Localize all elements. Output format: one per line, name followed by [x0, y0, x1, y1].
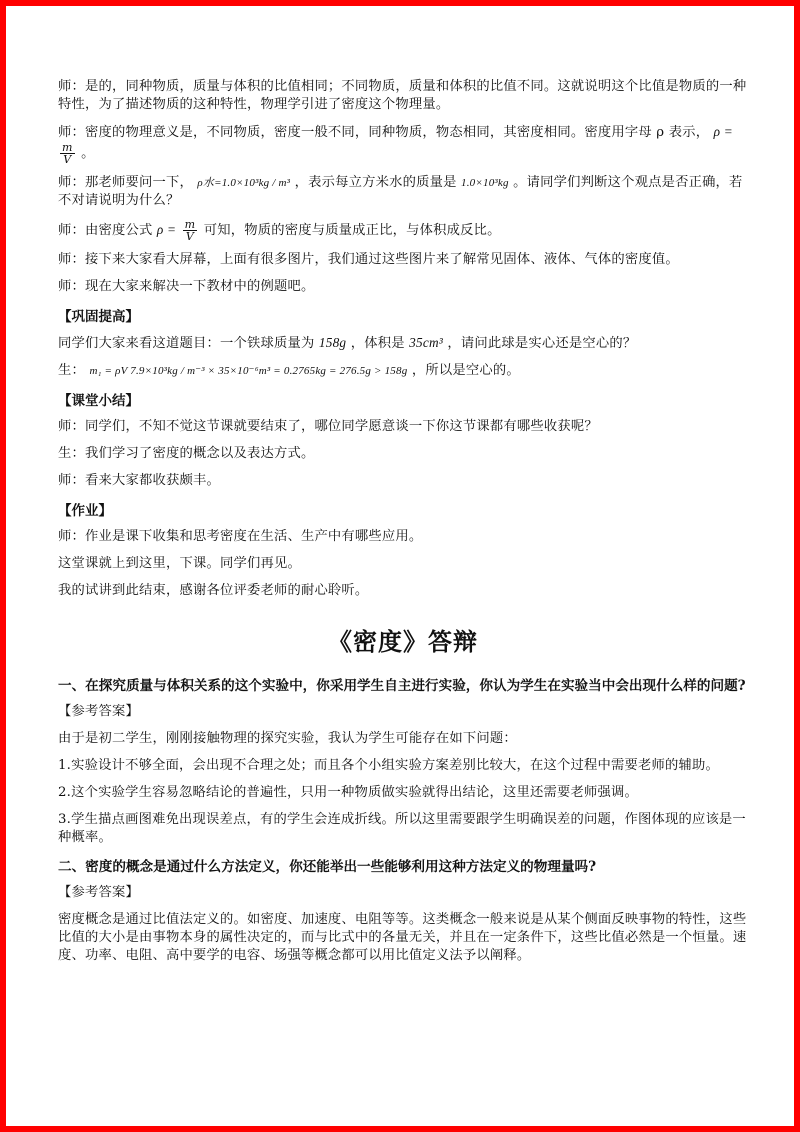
answer-one-point-2: 2.这个实验学生容易忽略结论的普遍性，只用一种物质做实验就得出结论，这里还需要老师强调。 — [58, 785, 638, 800]
misconception-formula-fraction — [183, 219, 198, 242]
paragraph-big-screen: 师：接下来大家看大屏幕，上面有很多图片，我们通过这些图片来了解常见固体、液体、气体的密度值。 — [58, 252, 679, 267]
reference-answer-label-2: 【参考答案】 — [58, 885, 139, 900]
paragraph-homework: 师：作业是课下收集和思考密度在生活、生产中有哪些应用。 — [58, 529, 423, 544]
water-density-formula: ρ水=1.0×10³kg / m³ — [197, 177, 291, 189]
paragraph-teacher-ratio: 师：是的，同种物质，质量与体积的比值相同；不同物质，质量和体积的比值不同。这就说明这个比值是物质的一种特性，为了描述物质的这种特性，物理学引进了密度这个物理量。 — [58, 79, 747, 112]
reference-answer-label-1: 【参考答案】 — [58, 704, 139, 719]
paragraph-class-end: 这堂课就上到这里，下课。同学们再见。 — [58, 556, 301, 571]
paragraph-summary-question: 师：同学们，不知不觉这节课就要结束了，哪位同学愿意谈一下你这节课都有哪些收获呢？ — [58, 419, 598, 434]
problem-question: ，请问此球是实心还是空心的？ — [447, 336, 637, 351]
density-meaning-end: 。 — [81, 146, 95, 161]
student-label: 生： — [58, 363, 85, 378]
answer-one-intro: 由于是初二学生，刚刚接触物理的探究实验，我认为学生可能存在如下问题： — [58, 731, 517, 746]
heading-class-summary: 【课堂小结】 — [58, 393, 139, 409]
fraction-numerator: m — [62, 141, 73, 154]
paragraph-student-solution — [58, 362, 748, 380]
solution-formula: m₁ = ρV 7.9×10³kg / m⁻³ × 35×10⁻⁶m³ = 0.2765kg = 276.5g > 158g — [89, 365, 408, 377]
water-mass-formula: 1.0×10³kg — [461, 177, 509, 189]
answer-one-point-1: 1.实验设计不够全面，会出现不合理之处；而且各个小组实验方案差别比较大，在这个过程中需要老师的辅助。 — [58, 758, 719, 773]
problem-volume-label: ，体积是 — [350, 336, 405, 351]
water-question-intro: 师：那老师要问一下， — [58, 175, 193, 190]
defense-title: 《密度》答辩 — [328, 628, 478, 656]
paragraph-summary-answer: 生：我们学习了密度的概念以及表达方式。 — [58, 446, 315, 461]
question-one: 一、在探究质量与体积关系的这个实验中，你采用学生自主进行实验，你认为学生在实验当中会出现什么样的问题? — [58, 678, 746, 694]
misconception-formula-lhs: ρ = — [156, 222, 177, 237]
misconception-intro: 师：由密度公式 — [58, 223, 153, 238]
fraction-numerator: m — [184, 218, 196, 231]
density-formula-lhs: ρ = — [713, 124, 733, 139]
water-question-middle: ，表示每立方米水的质量是 — [294, 175, 457, 190]
document-body — [58, 78, 748, 974]
water-question-end: 。请同学们判断这个观点是否正确，若不对请说明为什么？ — [58, 175, 743, 208]
misconception-text: 可知，物质的密度与质量成正比，与体积成反比。 — [203, 223, 501, 238]
paragraph-density-meaning — [58, 123, 748, 165]
problem-mass: 158g — [318, 335, 347, 350]
paragraph-textbook-example: 师：现在大家来解决一下教材中的例题吧。 — [58, 279, 315, 294]
problem-volume: 35cm³ — [409, 335, 443, 350]
heading-homework: 【作业】 — [58, 503, 112, 519]
question-two: 二、密度的概念是通过什么方法定义，你还能举出一些能够利用这种方法定义的物理量吗? — [58, 859, 597, 875]
density-formula-fraction — [60, 142, 75, 165]
fraction-denominator: V — [185, 230, 195, 243]
density-meaning-text: 师：密度的物理意义是，不同物质，密度一般不同，同种物质，物态相同，其密度相同。密度用字母 ρ 表示， — [58, 125, 710, 140]
fraction-denominator: V — [63, 153, 72, 166]
paragraph-density-formula-misconception — [58, 219, 748, 242]
paragraph-summary-comment: 师：看来大家都收获颇丰。 — [58, 473, 220, 488]
solution-conclusion: ，所以是空心的。 — [411, 363, 520, 378]
answer-one-point-3: 3.学生描点画图难免出现误差点，有的学生会连成折线。所以这里需要跟学生明确误差的问题，作图体现的应该是一种概率。 — [58, 812, 746, 845]
answer-two: 密度概念是通过比值法定义的。如密度、加速度、电阻等等。这类概念一般来说是从某个侧面反映事物的特性，这些比值的大小是由事物本身的属性决定的，而与比式中的各量无关，并且在一定条件下，这些比值必然是一个恒量。速度、功率、电阻、高中要学的电容、场强等概念都可以用比值定义法予以阐释。 — [58, 912, 747, 963]
paragraph-water-density-question — [58, 174, 748, 210]
paragraph-iron-ball-problem — [58, 334, 748, 353]
paragraph-closing: 我的试讲到此结束，感谢各位评委老师的耐心聆听。 — [58, 583, 369, 598]
problem-intro: 同学们大家来看这道题目：一个铁球质量为 — [58, 336, 315, 351]
heading-consolidation: 【巩固提高】 — [58, 309, 139, 325]
